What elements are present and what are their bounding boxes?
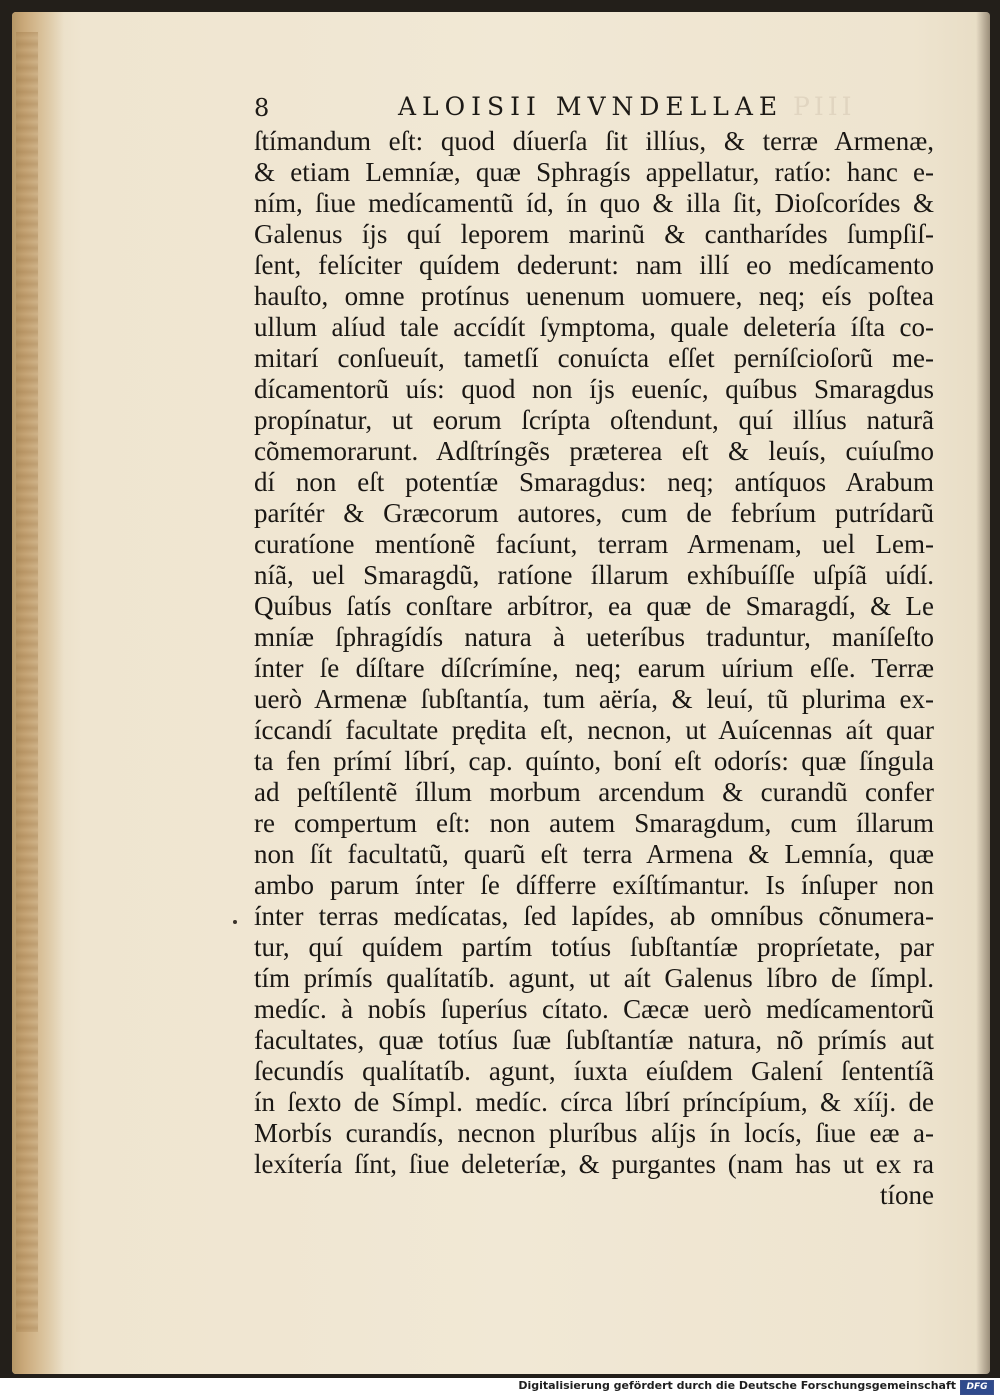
text-line: non ſít facultatũ, quarũ eſt terra Armena & Lemnía, quæ <box>254 839 934 869</box>
text-line: Quíbus ſatís conſtare arbítror, ea quæ de Smaragdí, & Le <box>254 591 934 621</box>
text-line: ullum alíud tale accídít ſymptoma, quale deletería íſta co- <box>254 312 934 342</box>
page-edge-stain <box>16 32 38 1332</box>
footer-bar <box>0 1378 1000 1396</box>
text-line: uerò Armenæ ſubſtantía, tum aëría, & leuí, tũ plurima ex- <box>254 684 934 714</box>
text-line: tím prímís qualítatíb. agunt, ut aít Galenus líbro de ſímpl. <box>254 963 934 993</box>
text-line: ſent, felíciter quídem dederunt: nam illí eo medícamento <box>254 250 934 280</box>
text-line: propínatur, ut eorum ſcrípta oſtendunt, quí illíus naturã <box>254 405 934 435</box>
text-line: ad peſtílentẽ íllum morbum arcendum & curandũ confer <box>254 777 934 807</box>
text-line: re compertum eſt: non autem Smaragdum, cum íllarum <box>254 808 934 838</box>
text-line: ſecundís qualítatíb. agunt, íuxta eíuſdem Galení ſententíã <box>254 1056 934 1086</box>
text-line: tíone <box>880 1180 934 1210</box>
text-line: hauſto, omne protínus uenenum uomuere, neq; eís poſtea <box>254 281 934 311</box>
text-line: ínter ſe díſtare díſcrímíne, neq; earum uírium eſſe. Terræ <box>254 653 934 683</box>
text-line: & etiam Lemníæ, quæ Sphragís appellatur, ratío: hanc e- <box>254 157 934 187</box>
text-line: dí non eſt potentíæ Smaragdus: neq; antíquos Arabum <box>254 467 934 497</box>
bleed-through-text: PIII <box>793 92 856 121</box>
dfg-logo: DFG <box>960 1380 994 1395</box>
text-line: lexítería ſínt, ſiue deleteríæ, & purgantes (nam has ut ex ra <box>254 1149 934 1179</box>
page-number: 8 <box>254 94 270 122</box>
text-line: facultates, quæ totíus ſuæ ſubſtantíæ natura, nõ prímís aut <box>254 1025 934 1055</box>
page-header <box>248 90 948 130</box>
text-line: dícamentorũ uís: quod non íjs eueníc, quíbus Smaragdus <box>254 374 934 404</box>
text-line: ta fen prímí líbrí, cap. quínto, boní eſt odorís: quæ ſíngula <box>254 746 934 776</box>
text-line: Morbís curandís, necnon pluríbus alíjs ín locís, ſiue eæ a- <box>254 1118 934 1148</box>
ink-speck <box>233 920 237 924</box>
text-line: ſtímandum eſt: quod díuerſa ſit illíus, & terræ Armenæ, <box>254 126 934 156</box>
text-line: cõmemorarunt. Adſtríngẽs præterea eſt & leuís, cuíuſmo <box>254 436 934 466</box>
text-line: ambo parum ínter ſe dífferre exíſtímantur. Is ínſuper non <box>254 870 934 900</box>
text-line: curatíone mentíonẽ facíunt, terram Armenam, uel Lem- <box>254 529 934 559</box>
text-line: mitarí conſueuít, tametſí conuícta eſſet perníſcioſorũ me- <box>254 343 934 373</box>
text-line: íccandí facultate prędita eſt, necnon, ut Auícennas aít quar <box>254 715 934 745</box>
text-line: tur, quí quídem partím totíus ſubſtantíæ propríetate, par <box>254 932 934 962</box>
text-line: ním, ſiue medícamentũ íd, ín quo & illa ſit, Dioſcorídes & <box>254 188 934 218</box>
funding-credit: Digitalisierung gefördert durch die Deutsche Forschungsgemeinschaft <box>518 1379 956 1392</box>
text-line: mníæ ſphragídís natura à ueteríbus traduntur, maníſeſto <box>254 622 934 652</box>
running-head: ALOISII MVNDELLAE <box>398 92 784 121</box>
text-line: ín ſexto de Símpl. medíc. círca líbrí príncípíum, & xííj. de <box>254 1087 934 1117</box>
text-line: parítér & Græcorum autores, cum de febríum putrídarũ <box>254 498 934 528</box>
body-text <box>254 126 934 1211</box>
text-line: medíc. à nobís ſuperíus cítato. Cæcæ uerò medícamentorũ <box>254 994 934 1024</box>
text-line: ínter terras medícatas, ſed lapídes, ab omníbus cõnumera- <box>254 901 934 931</box>
text-line: Galenus íjs quí leporem marinũ & cantharídes ſumpſiſ- <box>254 219 934 249</box>
page-gutter-shadow <box>976 12 990 1374</box>
text-line: níã, uel Smaragdũ, ratíone íllarum exhíbuíſſe uſpíã uídí. <box>254 560 934 590</box>
